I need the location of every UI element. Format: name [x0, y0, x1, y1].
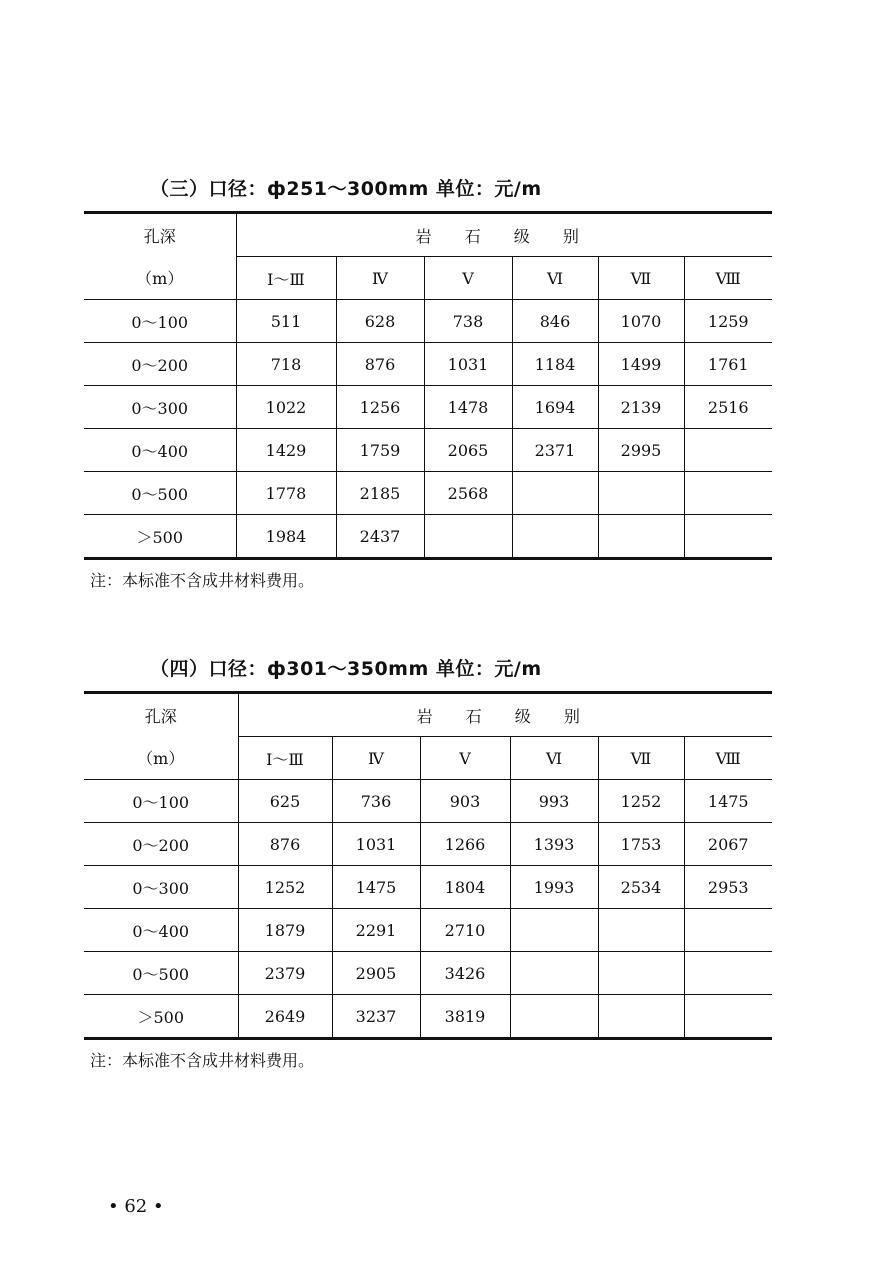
- rate-cell: 1259: [684, 300, 772, 343]
- grade-column-header: Ⅶ: [598, 257, 684, 300]
- rate-cell: 1694: [512, 386, 598, 429]
- rate-cell: 2437: [336, 515, 424, 559]
- depth-cell: 0～200: [84, 823, 238, 866]
- rate-cell: 625: [238, 780, 332, 823]
- rate-cell: 1499: [598, 343, 684, 386]
- grade-column-header: Ⅷ: [684, 257, 772, 300]
- rate-cell: [684, 429, 772, 472]
- rate-cell: 1761: [684, 343, 772, 386]
- depth-cell: 0～100: [84, 300, 236, 343]
- rock-grade-header: 岩 石 级 别: [236, 213, 772, 257]
- rate-cell: 1031: [332, 823, 420, 866]
- rate-cell: 846: [512, 300, 598, 343]
- rate-cell: [684, 909, 772, 952]
- rate-cell: [684, 995, 772, 1039]
- rate-cell: 718: [236, 343, 336, 386]
- depth-header-label: 孔深: [84, 693, 238, 737]
- depth-cell: 0～500: [84, 472, 236, 515]
- rock-grade-header: 岩 石 级 别: [238, 693, 772, 737]
- rate-cell: 2534: [598, 866, 684, 909]
- depth-cell: 0～500: [84, 952, 238, 995]
- rate-cell: 628: [336, 300, 424, 343]
- rate-cell: 2067: [684, 823, 772, 866]
- table-row: [84, 909, 772, 952]
- table-section-3: [84, 175, 772, 591]
- rate-cell: 3819: [420, 995, 510, 1039]
- rate-cell: 1256: [336, 386, 424, 429]
- table-row: [84, 952, 772, 995]
- table-row: [84, 515, 772, 559]
- rate-table: [84, 211, 772, 560]
- rate-cell: 1266: [420, 823, 510, 866]
- rate-cell: [684, 952, 772, 995]
- rate-cell: [424, 515, 512, 559]
- depth-cell: 0～400: [84, 429, 236, 472]
- grade-column-header: Ⅵ: [512, 257, 598, 300]
- rate-cell: 1778: [236, 472, 336, 515]
- rate-cell: 1879: [238, 909, 332, 952]
- table-row: [84, 780, 772, 823]
- rate-cell: [684, 515, 772, 559]
- grade-column-header: Ⅳ: [332, 737, 420, 780]
- rate-cell: 1184: [512, 343, 598, 386]
- rate-cell: [512, 515, 598, 559]
- rate-cell: 1022: [236, 386, 336, 429]
- rate-cell: 2139: [598, 386, 684, 429]
- grade-column-header: Ⅰ～Ⅲ: [238, 737, 332, 780]
- table-row: [84, 386, 772, 429]
- rate-cell: 2371: [512, 429, 598, 472]
- depth-unit-label: （m）: [84, 737, 238, 780]
- rate-cell: 2710: [420, 909, 510, 952]
- rate-cell: [598, 995, 684, 1039]
- rate-cell: 2649: [238, 995, 332, 1039]
- rate-cell: 1393: [510, 823, 598, 866]
- rate-cell: 1759: [336, 429, 424, 472]
- table-row: [84, 823, 772, 866]
- rate-cell: 876: [238, 823, 332, 866]
- rate-cell: 1031: [424, 343, 512, 386]
- rate-cell: 2568: [424, 472, 512, 515]
- table-row: [84, 300, 772, 343]
- table-note: 注：本标准不含成井材料费用。: [90, 1051, 315, 1070]
- grade-column-header: Ⅰ～Ⅲ: [236, 257, 336, 300]
- table-caption: （三）口径：ф251～300mm 单位：元/m: [150, 178, 542, 200]
- rate-cell: 1475: [332, 866, 420, 909]
- rate-cell: 1475: [684, 780, 772, 823]
- rate-cell: 1429: [236, 429, 336, 472]
- rate-cell: [510, 952, 598, 995]
- rate-cell: [598, 472, 684, 515]
- rate-table-body: [84, 780, 772, 1039]
- rate-cell: 3426: [420, 952, 510, 995]
- rate-cell: [598, 909, 684, 952]
- rate-cell: 511: [236, 300, 336, 343]
- table-row: [84, 472, 772, 515]
- depth-cell: 0～300: [84, 386, 236, 429]
- rate-cell: 1804: [420, 866, 510, 909]
- rate-cell: 1252: [598, 780, 684, 823]
- rate-cell: [510, 995, 598, 1039]
- rate-cell: [598, 952, 684, 995]
- depth-header-label: 孔深: [84, 213, 236, 257]
- rate-cell: 903: [420, 780, 510, 823]
- grade-column-header: Ⅶ: [598, 737, 684, 780]
- depth-cell: 0～100: [84, 780, 238, 823]
- rate-cell: [598, 515, 684, 559]
- grade-column-header: Ⅴ: [424, 257, 512, 300]
- table-row: [84, 429, 772, 472]
- rate-cell: 2953: [684, 866, 772, 909]
- rate-cell: 736: [332, 780, 420, 823]
- grade-column-header: Ⅵ: [510, 737, 598, 780]
- rate-cell: 876: [336, 343, 424, 386]
- rate-cell: 1252: [238, 866, 332, 909]
- grade-column-header: Ⅴ: [420, 737, 510, 780]
- depth-cell: 0～300: [84, 866, 238, 909]
- rate-cell: 3237: [332, 995, 420, 1039]
- rate-cell: 2905: [332, 952, 420, 995]
- depth-cell: ＞500: [84, 995, 238, 1039]
- depth-cell: 0～400: [84, 909, 238, 952]
- rate-cell: 2379: [238, 952, 332, 995]
- table-note: 注：本标准不含成井材料费用。: [90, 571, 315, 590]
- rate-cell: [510, 909, 598, 952]
- rate-cell: 2291: [332, 909, 420, 952]
- rate-cell: 1478: [424, 386, 512, 429]
- depth-unit-label: （m）: [84, 257, 236, 300]
- depth-cell: ＞500: [84, 515, 236, 559]
- rate-cell: 1070: [598, 300, 684, 343]
- grade-column-header: Ⅷ: [684, 737, 772, 780]
- rate-cell: 2995: [598, 429, 684, 472]
- rate-cell: 738: [424, 300, 512, 343]
- table-row: [84, 866, 772, 909]
- rate-cell: 1984: [236, 515, 336, 559]
- rate-cell: 993: [510, 780, 598, 823]
- rate-cell: 1753: [598, 823, 684, 866]
- rate-cell: 1993: [510, 866, 598, 909]
- page-number: • 62 •: [108, 1196, 164, 1217]
- rate-cell: 2185: [336, 472, 424, 515]
- table-section-4: [84, 655, 772, 1071]
- rate-cell: 2065: [424, 429, 512, 472]
- table-caption: （四）口径：ф301～350mm 单位：元/m: [150, 658, 542, 680]
- rate-table-body: [84, 300, 772, 559]
- depth-cell: 0～200: [84, 343, 236, 386]
- rate-cell: [512, 472, 598, 515]
- rate-table: [84, 691, 772, 1040]
- table-row: [84, 995, 772, 1039]
- rate-cell: [684, 472, 772, 515]
- table-row: [84, 343, 772, 386]
- grade-column-header: Ⅳ: [336, 257, 424, 300]
- rate-cell: 2516: [684, 386, 772, 429]
